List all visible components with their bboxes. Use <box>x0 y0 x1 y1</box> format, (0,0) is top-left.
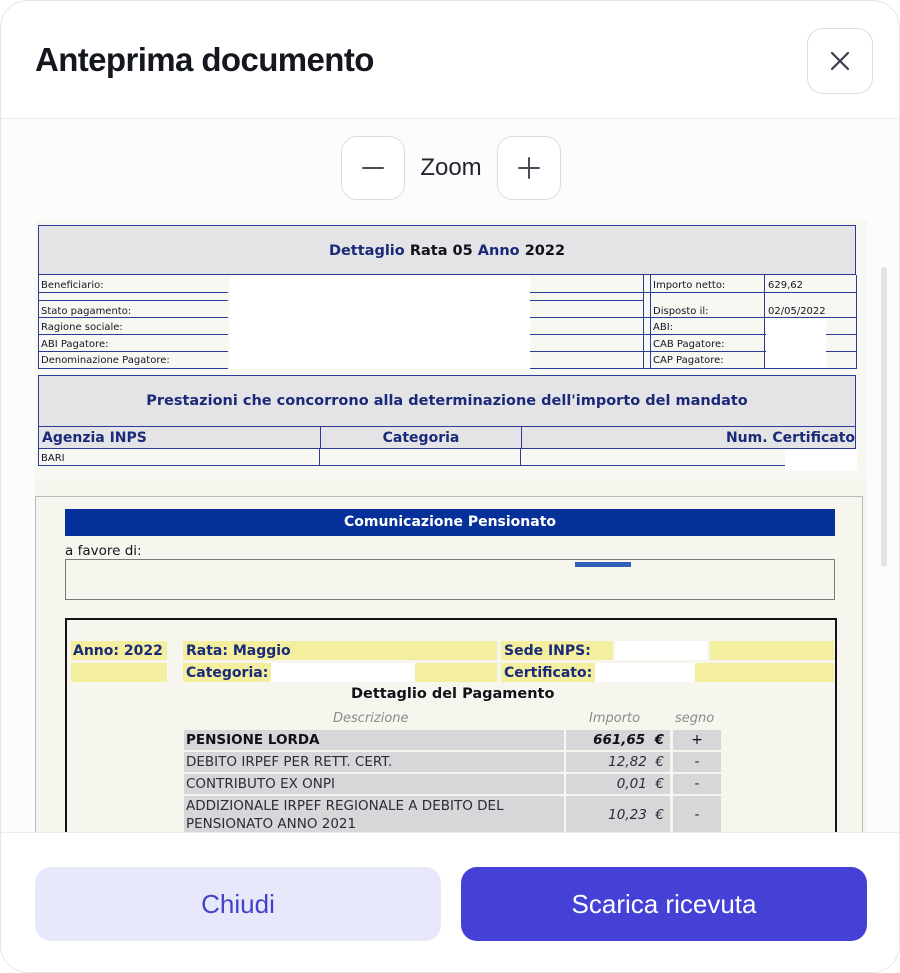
zoom-in-button[interactable] <box>497 136 561 200</box>
info-certificato: Certificato: <box>504 665 593 681</box>
doc-comunicazione-title: Comunicazione Pensionato <box>65 509 835 536</box>
field-importo-netto-label: Importo netto: <box>653 280 726 291</box>
field-cab-pagatore: CAB Pagatore: <box>653 339 725 350</box>
redacted-area <box>271 663 415 682</box>
doc-rata-header <box>38 225 856 275</box>
zoom-controls <box>341 136 561 200</box>
zoom-label: Zoom <box>420 154 482 181</box>
modal-header <box>1 1 900 119</box>
redacted-area <box>595 663 695 682</box>
col-categoria: Categoria <box>382 430 460 446</box>
table-row: PENSIONE LORDA 661,65 € + <box>184 730 721 750</box>
col-num-certificato: Num. Certificato <box>725 430 855 446</box>
col-descrizione: Descrizione <box>333 711 409 726</box>
table-row: CONTRIBUTO EX ONPI 0,01 € - <box>184 774 721 794</box>
redacted-area <box>230 275 530 369</box>
modal-title: Anteprima documento <box>35 41 374 78</box>
document-image <box>35 220 867 832</box>
preview-scrollbar[interactable] <box>881 267 887 567</box>
doc-prestazioni-title: Prestazioni che concorrono alla determinazione dell'importo del mandato <box>146 393 748 409</box>
info-categoria: Categoria: <box>186 665 269 681</box>
col-agenzia-inps: Agenzia INPS <box>42 430 147 446</box>
info-anno: Anno: 2022 <box>73 643 163 659</box>
plus-icon <box>516 155 542 181</box>
field-disposto-il-label: Disposto il: <box>653 306 709 317</box>
redacted-area <box>785 449 857 471</box>
col-segno: segno <box>675 711 715 726</box>
doc-beneficiary-box <box>65 559 835 600</box>
doc-rata-title: Dettaglio Rata 05 Anno 2022 <box>328 243 566 259</box>
modal-footer <box>1 832 900 973</box>
col-importo: Importo <box>589 711 641 726</box>
table-row: DEBITO IRPEF PER RETT. CERT. 12,82 € - <box>184 752 721 772</box>
info-rata: Rata: Maggio <box>186 643 291 659</box>
redacted-area <box>766 318 826 368</box>
field-cap-pagatore: CAP Pagatore: <box>653 355 724 366</box>
preview-body[interactable] <box>1 120 900 832</box>
close-icon <box>828 49 852 73</box>
field-stato-pagamento: Stato pagamento: <box>41 306 132 317</box>
info-sede-inps: Sede INPS: <box>504 643 591 659</box>
field-importo-netto-value: 629,62 <box>768 280 803 291</box>
close-dialog-button[interactable]: Chiudi <box>35 867 441 941</box>
doc-prestazioni-header <box>38 375 856 427</box>
field-denominazione-pagatore: Denominazione Pagatore: <box>41 355 170 366</box>
minus-icon <box>360 155 386 181</box>
close-button[interactable] <box>807 28 873 94</box>
field-ragione-sociale: Ragione sociale: <box>41 322 123 333</box>
doc-prestazioni-cols <box>38 427 856 449</box>
download-receipt-button[interactable]: Scarica ricevuta <box>461 867 867 941</box>
doc-dettaglio-title: Dettaglio del Pagamento <box>351 686 555 702</box>
field-disposto-il-value: 02/05/2022 <box>768 306 826 317</box>
field-abi-pagatore: ABI Pagatore: <box>41 339 109 350</box>
row-agenzia-bari: BARI <box>41 453 65 464</box>
redacted-area <box>615 641 707 660</box>
field-abi: ABI: <box>653 322 674 333</box>
doc-a-favore-di: a favore di: <box>65 543 142 559</box>
table-row: ADDIZIONALE IRPEF REGIONALE A DEBITO DEL PENSIONATO ANNO 2021 10,23 € - <box>184 796 721 832</box>
field-beneficiario: Beneficiario: <box>41 280 104 291</box>
zoom-out-button[interactable] <box>341 136 405 200</box>
